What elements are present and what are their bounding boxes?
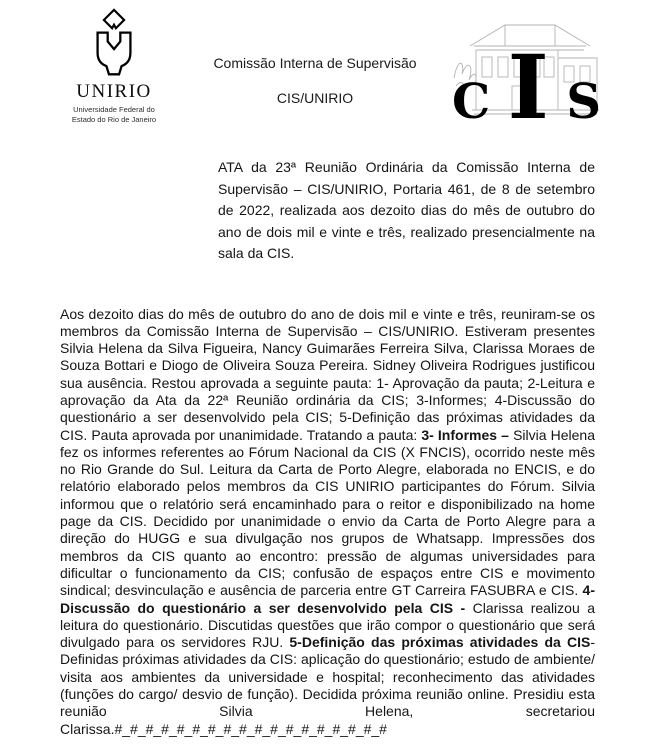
- cis-wordmark: [452, 35, 601, 140]
- unirio-subtitle-line1: Universidade Federal do: [73, 105, 155, 114]
- document-header: [0, 0, 653, 140]
- minutes-text-segment: - Definidas próximas atividades da CIS: aplicação do questionário; estudo de ambiente/ visita aos ambientes da universidade e hospital; reconhecimento das atividades (funções do cargo/ desvio de função). Decidida próxima reunião online. Presidiu esta reunião Silvia Helena, secretariou Clarissa.#_#_#_#_#_#_#_#_#_#_#_#_#_#_#_#_#_#: [60, 634, 595, 737]
- ata-heading: ATA da 23ª Reunião Ordinária da Comissão Interna de Supervisão – CIS/UNIRIO, Portaria 461, de 8 de setembro de 2022, realizada aos dezoito dias do mês de outubro do ano de dois mil e vinte e três, realizado presencialmente na sala da CIS.: [218, 159, 595, 261]
- minutes-text-segment: Clarissa realizou a leitura do questionário. Discutidas questões que irão compor o questionário que será divulgado para os servidores RJU.: [60, 599, 595, 651]
- header-titles: [180, 8, 450, 130]
- unirio-wordmark: UNIRIO: [76, 81, 152, 102]
- minutes-bold-segment: 4- Discussão do questionário a ser desenvolvido pela CIS -: [60, 582, 595, 616]
- commission-title: Comissão Interna de Supervisão: [213, 55, 417, 71]
- unirio-logo: [48, 8, 180, 130]
- minutes-text-segment: Aos dezoito dias do mês de outubro do ano de dois mil e vinte e três, reuniram-se os membros da Comissão Interna de Supervisão – CIS/UNIRIO. Estiveram presentes Silvia Helena da Silva Figueira, Nancy Guimarães Ferreira Silva, Clarissa Moraes de Souza Bottari e Diogo de Oliveira Souza Pereira. Sidney Oliveira Rodrigues justificou sua ausência. Restou aprovada a seguinte pauta: 1- Aprovação da pauta; 2-Leitura e aprovação da Ata da 22ª Reunião ordinária da CIS; 3-Informes; 4-Discussão do questionário a ser desenvolvido pela CIS; 5-Definição das próximas atividades da CIS. Pauta aprovada por unanimidade. Tratando a pauta:: [60, 305, 595, 443]
- cis-logo: [450, 16, 603, 140]
- minutes-bold-segment: 5-Definição das próximas atividades da CIS: [289, 634, 591, 651]
- unirio-subtitle: [48, 105, 180, 124]
- unirio-subtitle-line2: Estado do Rio de Janeiro: [71, 114, 157, 124]
- cis-letter-i: I: [507, 35, 549, 140]
- meeting-minutes-text: [60, 306, 595, 738]
- minutes-text-segment: Silvia Helena fez os informes referentes ao Fórum Nacional da CIS (X FNCIS), ocorrido neste mês no Rio Grande do Sul. Leitura da Carta de Porto Alegre, elaborada no ENCIS, e do relatório elaborado pelos membros da CIS UNIRIO participantes do Fórum. Silvia informou que o relatório será encaminhado para o reitor e disponibilizado na home page da CIS. Decidido por unanimidade o envio da Carta de Porto Alegre para a direção do HUGG e sua divulgação nos grupos de Whatsapp. Impressões dos membros da CIS quanto ao encontro: pressão de algumas universidades para dificultar o funcionamento da CIS; confusão de espaços entre CIS e movimento sindical; desvinculação e ausência de parceria entre GT Carreira FASUBRA e CIS.: [60, 426, 595, 599]
- minutes-bold-segment: 3- Informes –: [421, 426, 514, 443]
- commission-subtitle: CIS/UNIRIO: [276, 90, 354, 106]
- cis-letter-s: S: [566, 74, 601, 131]
- unirio-emblem-icon: [75, 8, 153, 80]
- cis-letter-c: C: [452, 74, 491, 131]
